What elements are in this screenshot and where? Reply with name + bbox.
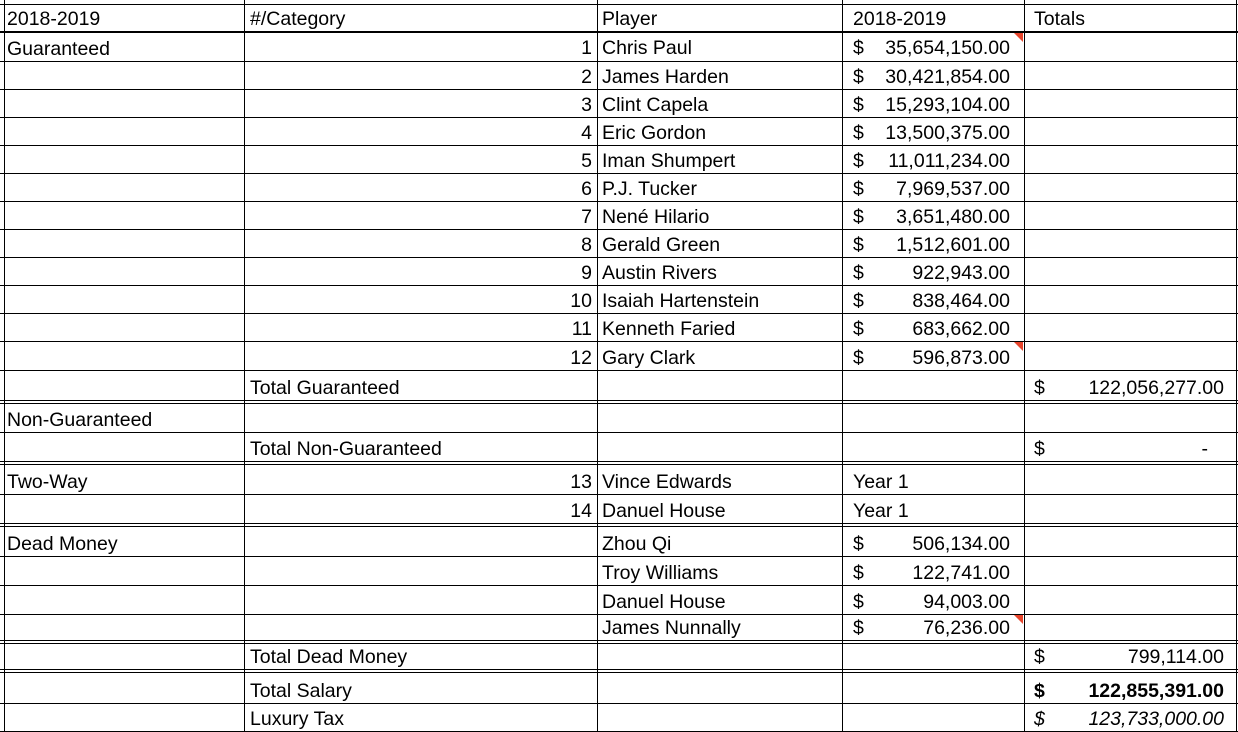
player-name[interactable]: Austin Rivers [602, 261, 717, 284]
total-guaranteed-value[interactable] [1025, 371, 1236, 400]
currency-sign: $ [853, 616, 864, 639]
player-name[interactable]: Nené Hilario [602, 205, 710, 228]
comment-indicator-icon[interactable] [1014, 615, 1023, 624]
player-salary[interactable] [843, 62, 1022, 89]
player-number[interactable]: 8 [581, 233, 592, 256]
currency-sign: $ [1034, 437, 1045, 460]
dead-money-salary[interactable] [843, 557, 1022, 585]
section-non-guaranteed[interactable]: Non-Guaranteed [7, 408, 153, 431]
currency-sign: $ [853, 561, 864, 584]
amount: 1,512,601.00 [896, 233, 1010, 256]
player-number[interactable]: 10 [570, 289, 592, 312]
currency-sign: $ [853, 149, 864, 172]
player-salary[interactable] [843, 342, 1022, 370]
section-guaranteed[interactable]: Guaranteed [7, 37, 110, 60]
dead-money-player-name[interactable]: Zhou Qi [602, 532, 672, 555]
header-row [0, 5, 1238, 31]
amount: - [1201, 437, 1208, 460]
luxury-tax-row [0, 704, 1238, 731]
currency-sign: $ [853, 261, 864, 284]
player-number[interactable]: 7 [581, 205, 592, 228]
total-guaranteed-row [0, 371, 1238, 400]
guaranteed-player-row [0, 33, 1238, 60]
header-player[interactable]: Player [602, 7, 658, 30]
dead-money-row [0, 528, 1238, 556]
amount: 506,134.00 [912, 532, 1010, 555]
amount: 123,733,000.00 [1088, 707, 1224, 730]
currency-sign: $ [853, 65, 864, 88]
player-salary[interactable] [843, 90, 1022, 117]
amount: 11,011,234.00 [888, 149, 1010, 172]
two-way-status[interactable]: Year 1 [853, 470, 909, 493]
luxury-tax-label[interactable]: Luxury Tax [250, 707, 344, 730]
comment-indicator-icon[interactable] [1014, 342, 1023, 351]
dead-money-row [0, 615, 1238, 640]
guaranteed-player-row [0, 62, 1238, 89]
player-name[interactable]: James Harden [602, 65, 729, 88]
player-name[interactable]: Chris Paul [602, 36, 692, 59]
player-name[interactable]: Kenneth Faried [602, 317, 736, 340]
player-salary[interactable] [843, 202, 1022, 229]
currency-sign: $ [1034, 645, 1045, 668]
guaranteed-player-row [0, 202, 1238, 229]
player-salary[interactable] [843, 314, 1022, 341]
amount: 122,855,391.00 [1088, 679, 1224, 702]
player-salary[interactable] [843, 230, 1022, 257]
player-name[interactable]: Iman Shumpert [602, 149, 736, 172]
section-non-guaranteed-row [0, 404, 1238, 432]
currency-sign: $ [853, 317, 864, 340]
currency-sign: $ [1034, 707, 1045, 730]
guaranteed-player-row [0, 118, 1238, 145]
amount: 122,056,277.00 [1088, 376, 1224, 399]
amount: 15,293,104.00 [885, 93, 1010, 116]
amount: 838,464.00 [912, 289, 1010, 312]
player-number[interactable]: 5 [581, 149, 592, 172]
currency-sign: $ [853, 289, 864, 312]
player-name[interactable]: Clint Capela [602, 93, 709, 116]
dead-money-player-name[interactable]: Danuel House [602, 590, 726, 613]
guaranteed-player-row [0, 90, 1238, 117]
amount: 922,943.00 [912, 261, 1010, 284]
header-category[interactable]: #/Category [250, 7, 346, 30]
guaranteed-player-row [0, 258, 1238, 285]
two-way-row-1 [0, 465, 1238, 494]
player-number[interactable]: 2 [581, 65, 592, 88]
total-dead-money-label[interactable]: Total Dead Money [250, 645, 408, 668]
player-salary[interactable] [843, 33, 1022, 60]
amount: 3,651,480.00 [896, 205, 1010, 228]
amount: 683,662.00 [912, 317, 1010, 340]
dead-money-salary[interactable] [843, 528, 1022, 556]
header-totals[interactable]: Totals [1034, 7, 1085, 30]
player-number[interactable]: 3 [581, 93, 592, 116]
currency-sign: $ [853, 346, 864, 369]
two-way-number[interactable]: 14 [570, 499, 592, 522]
currency-sign: $ [853, 177, 864, 200]
amount: 7,969,537.00 [896, 177, 1010, 200]
section-two-way[interactable]: Two-Way [7, 470, 88, 493]
dead-money-salary[interactable] [843, 615, 1022, 640]
two-way-player-name[interactable]: Vince Edwards [602, 470, 732, 493]
amount: 30,421,854.00 [885, 65, 1010, 88]
amount: 94,003.00 [923, 590, 1010, 613]
header-season[interactable]: 2018-2019 [7, 7, 101, 30]
player-salary[interactable] [843, 146, 1022, 173]
player-number[interactable]: 9 [581, 261, 592, 284]
guaranteed-player-row [0, 230, 1238, 257]
total-salary-row [0, 673, 1238, 703]
currency-sign: $ [853, 205, 864, 228]
player-salary[interactable] [843, 258, 1022, 285]
total-non-guaranteed-row [0, 433, 1238, 461]
two-way-status[interactable]: Year 1 [853, 499, 909, 522]
total-dead-money-value[interactable] [1025, 644, 1236, 669]
player-number[interactable]: 6 [581, 177, 592, 200]
player-name[interactable]: Gary Clark [602, 346, 696, 369]
guaranteed-player-row [0, 342, 1238, 370]
comment-indicator-icon[interactable] [1014, 33, 1023, 42]
player-number[interactable]: 11 [571, 317, 592, 340]
total-salary-value[interactable] [1025, 673, 1236, 703]
currency-sign: $ [853, 121, 864, 144]
total-dead-money-row [0, 644, 1238, 669]
amount: 76,236.00 [923, 616, 1010, 639]
two-way-player-name[interactable]: Danuel House [602, 499, 726, 522]
player-name[interactable]: P.J. Tucker [602, 177, 698, 200]
total-salary-label[interactable]: Total Salary [250, 679, 352, 702]
amount: 596,873.00 [912, 346, 1010, 369]
total-guaranteed-label[interactable]: Total Guaranteed [250, 376, 400, 399]
amount: 122,741.00 [912, 561, 1010, 584]
player-salary[interactable] [843, 118, 1022, 145]
amount: 35,654,150.00 [885, 36, 1010, 59]
player-salary[interactable] [843, 174, 1022, 201]
guaranteed-player-row [0, 286, 1238, 313]
currency-sign: $ [853, 233, 864, 256]
section-dead-money[interactable]: Dead Money [7, 532, 118, 555]
dead-money-player-name[interactable]: Troy Williams [602, 561, 719, 584]
player-number[interactable]: 12 [570, 346, 592, 369]
player-name[interactable]: Gerald Green [602, 233, 721, 256]
two-way-number[interactable]: 13 [570, 470, 592, 493]
dead-money-row [0, 557, 1238, 585]
dead-money-salary[interactable] [843, 586, 1022, 614]
two-way-row-2 [0, 495, 1238, 523]
guaranteed-player-row [0, 314, 1238, 341]
amount: 799,114.00 [1127, 645, 1224, 668]
currency-sign: $ [853, 93, 864, 116]
guaranteed-player-row [0, 174, 1238, 201]
currency-sign: $ [1034, 679, 1045, 702]
total-non-guaranteed-label[interactable]: Total Non-Guaranteed [250, 437, 442, 460]
player-name[interactable]: Isaiah Hartenstein [602, 289, 760, 312]
guaranteed-player-row [0, 146, 1238, 173]
currency-sign: $ [853, 532, 864, 555]
dead-money-player-name[interactable]: James Nunnally [602, 616, 741, 639]
amount: 13,500,375.00 [885, 121, 1010, 144]
luxury-tax-value[interactable] [1025, 704, 1236, 731]
player-name[interactable]: Eric Gordon [602, 121, 707, 144]
player-salary[interactable] [843, 286, 1022, 313]
player-number[interactable]: 1 [581, 36, 592, 59]
currency-sign: $ [853, 590, 864, 613]
currency-sign: $ [853, 36, 864, 59]
dead-money-row [0, 586, 1238, 614]
currency-sign: $ [1034, 376, 1045, 399]
header-salary[interactable]: 2018-2019 [853, 7, 947, 30]
player-number[interactable]: 4 [581, 121, 592, 144]
total-non-guaranteed-value[interactable] [1025, 433, 1236, 461]
